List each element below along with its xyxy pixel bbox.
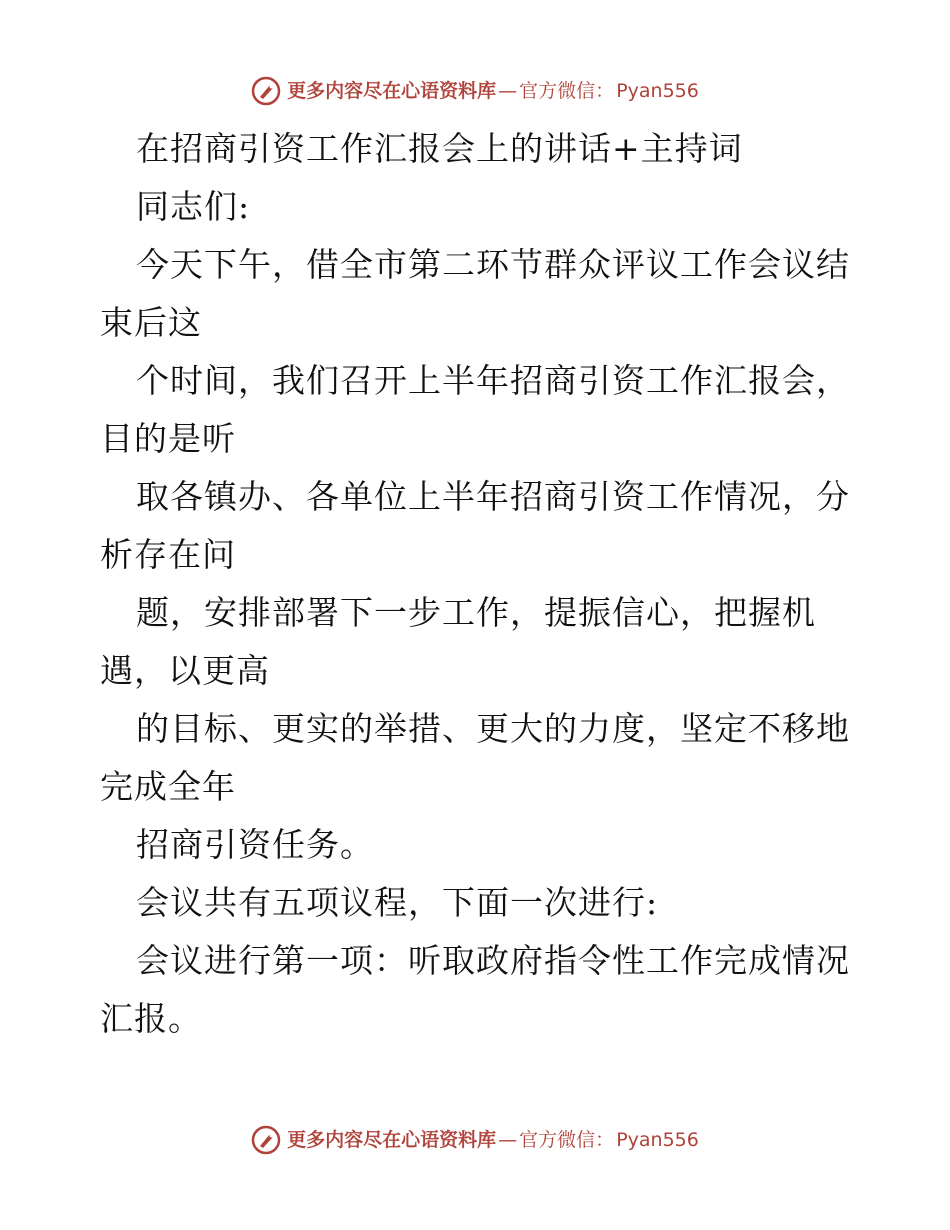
document-title: 在招商引资工作汇报会上的讲话+主持词 xyxy=(136,129,743,168)
footer-banner xyxy=(0,1125,950,1155)
paragraph-line: 会议共有五项议程，下面一次进行: xyxy=(136,883,659,922)
paragraph-line: 个时间，我们召开上半年招商引资工作汇报会， xyxy=(136,361,850,400)
paragraph-line: 目的是听 xyxy=(100,419,236,458)
paragraph-line: 的目标、更实的举措、更大的力度，坚定不移地 xyxy=(136,709,850,748)
paragraph-line: 析存在问 xyxy=(100,535,236,574)
banner-separator: — xyxy=(498,1129,518,1151)
banner-wechat-label: 官方微信： xyxy=(519,1129,615,1151)
document-body xyxy=(100,120,860,1048)
banner-wechat-label: 官方微信： xyxy=(519,80,615,102)
paragraph-line: 汇报。 xyxy=(100,999,202,1038)
banner-wechat-id: Pyan556 xyxy=(616,1129,699,1151)
header-banner xyxy=(0,76,950,106)
paragraph-line: 今天下午，借全市第二环节群众评议工作会议结 xyxy=(136,245,850,284)
banner-main-text: 更多内容尽在心语资料库 xyxy=(287,1129,497,1151)
banner-main-text: 更多内容尽在心语资料库 xyxy=(287,80,497,102)
banner-wechat-id: Pyan556 xyxy=(616,80,699,102)
paragraph-line: 遇，以更高 xyxy=(100,651,270,690)
paragraph-line: 完成全年 xyxy=(100,767,236,806)
pen-nib-logo-icon xyxy=(251,76,281,106)
paragraph-line: 会议进行第一项：听取政府指令性工作完成情况 xyxy=(136,941,850,980)
paragraph-line: 束后这 xyxy=(100,303,202,342)
paragraph-line: 题，安排部署下一步工作，提振信心，把握机 xyxy=(136,593,816,632)
paragraph-line: 招商引资任务。 xyxy=(136,825,374,864)
paragraph-line: 取各镇办、各单位上半年招商引资工作情况，分 xyxy=(136,477,850,516)
pen-nib-logo-icon xyxy=(251,1125,281,1155)
salutation: 同志们: xyxy=(136,187,251,226)
banner-separator: — xyxy=(498,80,518,102)
